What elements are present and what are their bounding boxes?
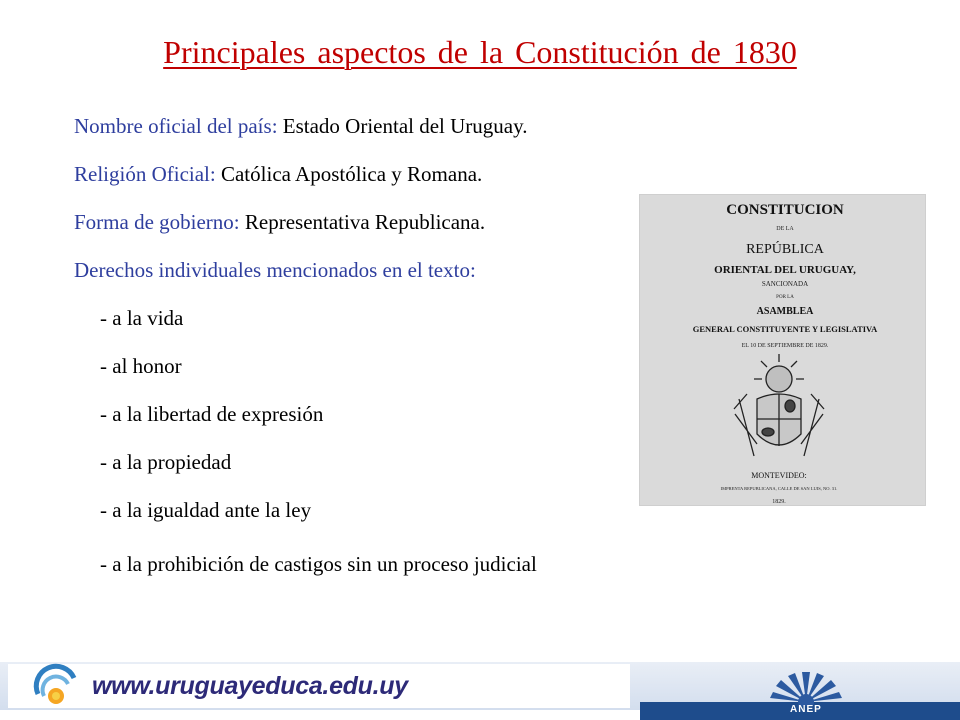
item-colon: : (233, 210, 240, 234)
cover-line: GENERAL CONSTITUYENTE Y LEGISLATIVA (692, 324, 878, 334)
footer-url-link[interactable]: www.uruguayeduca.edu.uy (92, 672, 408, 700)
cover-line: ORIENTAL DEL URUGUAY, (714, 264, 856, 276)
cover-line: MONTEVIDEO: (751, 471, 807, 480)
item-value: Estado Oriental del Uruguay. (277, 114, 528, 138)
cover-line: CONSTITUCION (726, 202, 844, 218)
right-item: - a la vida (100, 306, 184, 330)
item-value: Católica Apostólica y Romana. (215, 162, 483, 186)
item-label: Nombre oficial del país (74, 114, 272, 138)
item-religion (74, 160, 482, 188)
cover-line: 1829. (772, 499, 786, 505)
item-colon: : (209, 162, 216, 186)
item-rights-heading (74, 256, 476, 284)
right-item: - a la propiedad (100, 450, 232, 474)
item-government (74, 208, 485, 236)
slide-title: Principales aspectos de la Constitución de 1830 (163, 34, 797, 70)
right-item: - a la igualdad ante la ley (100, 498, 312, 522)
cover-line: DE LA (776, 226, 794, 232)
cover-line: IMPRENTA REPUBLICANA, CALLE DE SAN LUIS, NO. 31. (720, 486, 838, 491)
right-item: - al honor (100, 354, 182, 378)
uruguayeduca-logo-icon (30, 658, 82, 715)
right-item: - a la prohibición de castigos sin un proceso judicial (100, 552, 537, 576)
cover-line: ASAMBLEA (756, 306, 814, 317)
item-colon: : (469, 258, 476, 282)
right-item: - a la libertad de expresión (100, 402, 324, 426)
item-value: Representativa Republicana. (239, 210, 486, 234)
item-colon: : (271, 114, 278, 138)
footer (0, 652, 960, 720)
item-label: Religión Oficial (74, 162, 210, 186)
cover-line: EL 10 DE SEPTIEMBRE DE 1829. (741, 343, 829, 349)
cover-line: SANCIONADA (761, 280, 809, 288)
item-country-name (74, 112, 528, 140)
constitution-cover-image (639, 194, 926, 506)
cover-line: REPÚBLICA (746, 242, 824, 257)
cover-line: POR LA (776, 295, 794, 300)
item-label: Forma de gobierno (74, 210, 234, 234)
item-label: Derechos individuales mencionados en el texto (74, 258, 470, 282)
anep-label: ANEP (790, 704, 822, 715)
